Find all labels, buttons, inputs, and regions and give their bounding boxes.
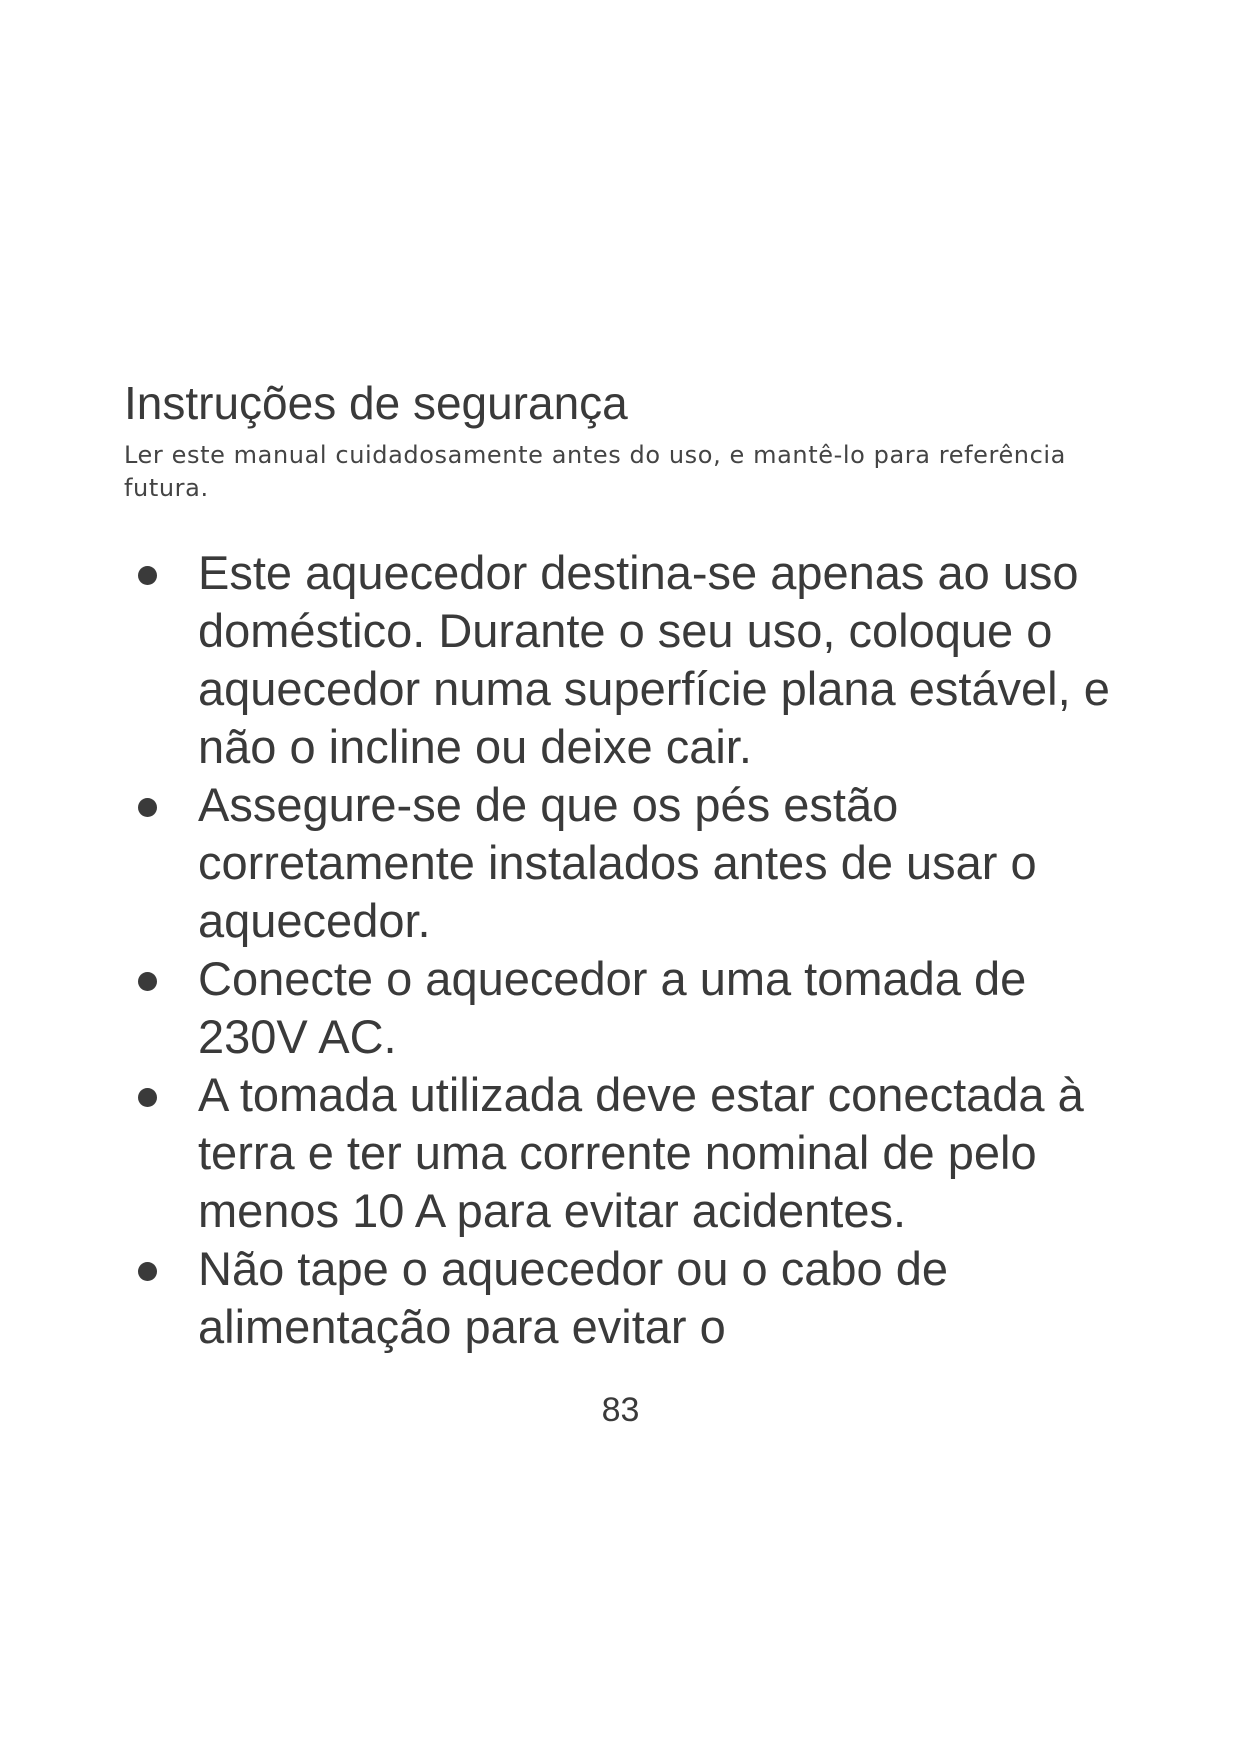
list-item (124, 776, 1144, 950)
list-item-text: Não tape o aquecedor ou o cabo de alimentação para evitar o (198, 1242, 948, 1353)
list-item (124, 544, 1144, 776)
list-item-text: Conecte o aquecedor a uma tomada de 230V AC. (198, 952, 1027, 1063)
page-subtitle: Ler este manual cuidadosamente antes do uso, e mantê-lo para referência futura. (124, 441, 1066, 502)
safety-instructions-list (124, 544, 1144, 1356)
bullet-dot-icon (138, 566, 157, 585)
bullet-dot-icon (138, 798, 157, 817)
list-item-text: A tomada utilizada deve estar conectada à terra e ter uma corrente nominal de pelo menos 10 A para evitar acidentes. (198, 1068, 1084, 1237)
list-item (124, 1066, 1144, 1240)
page-number: 83 (601, 1391, 640, 1429)
list-item (124, 950, 1144, 1066)
bullet-dot-icon (138, 1262, 157, 1281)
bullet-dot-icon (138, 972, 157, 991)
list-item-text: Assegure-se de que os pés estão corretamente instalados antes de usar o aquecedor. (198, 778, 1037, 947)
list-item-text: Este aquecedor destina-se apenas ao uso doméstico. Durante o seu uso, coloque o aquecedor numa superfície plana estável, e não o incline ou deixe cair. (198, 546, 1110, 773)
page-title: Instruções de segurança (124, 377, 628, 429)
bullet-dot-icon (138, 1088, 157, 1107)
list-item (124, 1240, 1144, 1356)
